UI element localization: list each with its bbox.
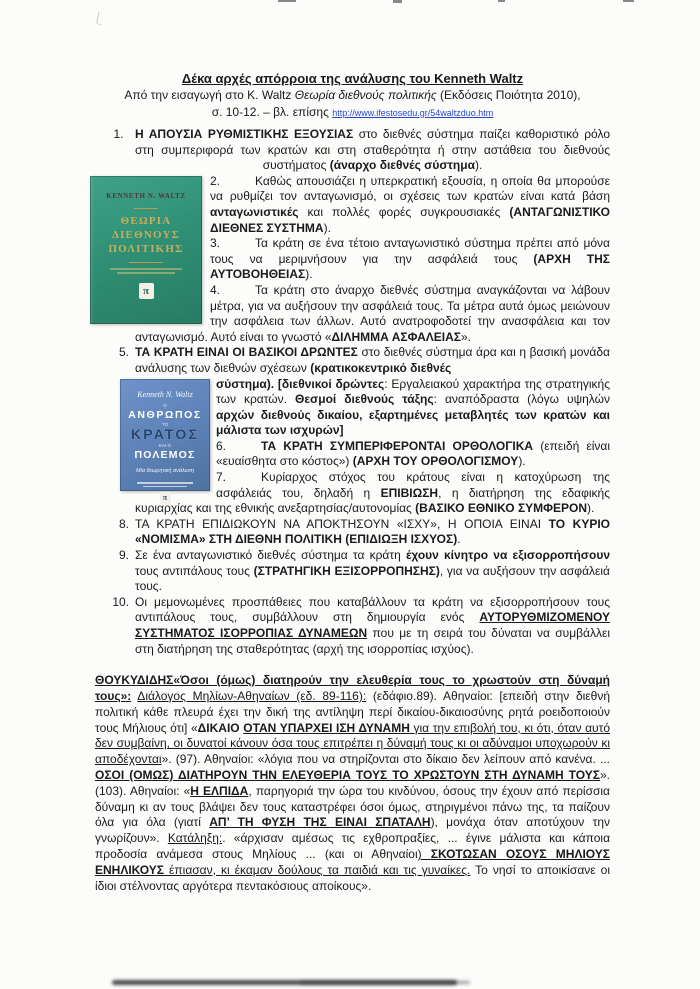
publisher-logo: π [139,283,154,299]
principles-list [95,127,610,657]
book-subtitle: Μία θεωρητική ανάλυση [136,467,194,474]
item-text: Τα κράτη στο άναρχο διεθνές σύστημα αναγκάζονται να λάβουν μέτρα, για να αυξήσουν την ασφάλειά τους. Τα μέτρα αυτά όμως μειώνουν την ασφάλεια των άλλων. Αυτό ανατροφοδοτεί την ανασφάλεια και τον ανταγωνισμό. Αυτό είναι το γνωστό «ΔΙΛΗΜΜΑ ΑΣΦΑΛΕΙΑΣ». [135,282,610,344]
document-hyperlink: http://www.ifestosedu.gr/54waltzduo.htm [332,107,494,118]
document-reference-line [95,104,610,122]
book-title-word: ΠΟΛΕΜΟΣ [134,448,196,461]
item-number: 10. [112,594,129,609]
item-number: 3. [210,236,221,251]
item-text: ΤΑ ΚΡΑΤΗ ΕΠΙΔΙΩΚΟΥΝ ΝΑ ΑΠΟΚΤΗΣΟΥΝ «ΙΣΧΥ», Η ΟΠΟΙΑ ΕΙΝΑΙ ΤΟ ΚΥΡΙΟ «ΝΟΜΙΣΜΑ» ΣΤΗ ΔΙΕΘΝΗ ΠΟΛΙΤΙΚΗ (ΕΠΙΔΙΩΞΗ ΙΣΧΥΟΣ). [135,516,611,547]
book-title: ΘΕΩΡΙΑ ΔΙΕΘΝΟΥΣ ΠΟΛΙΤΙΚΗΣ [108,215,184,256]
scan-speck [623,0,634,2]
list-item-9 [95,548,610,595]
decorative-line [117,272,175,274]
item-number: 4. [210,282,221,297]
book-title-article: ΤΟ [161,421,169,427]
list-item-8 [95,517,610,548]
decorative-line [137,482,193,484]
item-text: Η ΑΠΟΥΣΙΑ ΡΥΘΜΙΣΤΙΚΗΣ ΕΞΟΥΣΙΑΣ στο διεθνές σύστημα παίζει καθοριστικό ρόλο στη συμπεριφορά των κρατών και στη σταθερότητα ή στην αστάθεια του διεθνούς συστήματος (άναρχο διεθνές σύστημα). [135,127,610,173]
book-title-article: Ο [163,403,167,409]
item-text: ΤΑ ΚΡΑΤΗ ΕΙΝΑΙ ΟΙ ΒΑΣΙΚΟΙ ΔΡΩΝΤΕΣ στο διεθνές σύστημα άρα και η βασική μονάδα ανάλυσης των διεθνών σχέσεων (κρατικοκεντρικό διεθνές [135,345,610,375]
item-number: 9. [118,548,129,563]
book-title-article: ΚΑΙ Ο [158,443,171,449]
scan-speck [498,0,505,2]
document-title [95,70,610,87]
decorative-rule [129,262,163,263]
item-number: 6. [216,438,227,453]
book-title-word: ΑΝΘΡΩΠΟΣ [128,408,202,421]
scan-smudge-bottom-light [300,981,470,984]
document-title-text: Δέκα αρχές απόρροια της ανάλυσης του Kenneth Waltz [181,71,524,86]
item-number: 1. [113,127,124,141]
item-text: Σε ένα ανταγωνιστικό διεθνές σύστημα τα κράτη έχουν κίνητρο να εξισορροπήσουν τους αντιπάλους τους (ΣΤΡΑΤΗΓΙΚΗ ΕΞΙΣΟΡΡΟΠΗΣΗΣ), για να αυξήσουν την ασφάλειά τους. [135,548,610,594]
thucydides-paragraph: ΘΟΥΚΥΔΙΔΗΣ«Όσοι (όμως) διατηρούν την ελευθερία τους το χρωστούν στη δύναμή τους»: Διάλογος Μηλίων-Αθηναίων (εδ. 89-116): (εδάφιο.89). Αθηναίοι: [επειδή στην διεθνή πολιτική κάθε πλευρά έχει την δική της αντίληψη περί δικαίου-δικαιοσύνης ρητά ροειδοποιούν τους Μήλιους ότι] «ΔΙΚΑΙΟ ΟΤΑΝ ΥΠΑΡΧΕΙ ΙΣΗ ΔΥΝΑΜΗ για την επιβολή του, κι ότι, όταν αυτό δεν συμβαίνη, οι δυνατοί κάνουν όσα τους επιτρέπει η δύναμή τους κι οι αδύναμοι υποχωρούν κι αποδέχονται». (97). Αθηναίοι: «λόγια που να στηρίζονται στο δίκαιο δεν λείπουν από κανένα. ... ΟΣΟΙ (ΟΜΩΣ) ΔΙΑΤΗΡΟΥΝ ΤΗΝ ΕΛΕΥΘΕΡΙΑ ΤΟΥΣ ΤΟ ΧΡΩΣΤΟΥΝ ΣΤΗ ΔΥΝΑΜΗ ΤΟΥΣ». (103). Αθηναίοι: «Η ΕΛΠΙΔΑ, παρηγοριά την ώρα του κινδύνου, όσους την έχουν από περίσσια δύναμη κι αν τους βλάψει δεν τους καταστρέφει όσοι όμως, στηριγμένοι πάνω της, τα παίζουν όλα για όλα (γιατί ΑΠ’ ΤΗ ΦΥΣΗ ΤΗΣ ΕΙΝΑΙ ΣΠΑΤΑΛΗ), μονάχα όταν αποτύχουν την γνωρίζουν». Κατάληξη:. «άρχισαν αμέσως τις εχθροπραξίες, ... έγινε μάλιστα και κάποια προδοσία ανάμεσα στους Μηλίους ... (και οι Αθηναίοι) ΣΚΟΤΩΣΑΝ ΟΣΟΥΣ ΜΗΛΙΟΥΣ ΕΝΗΛΙΚΟΥΣ έπιασαν, κι έκαμαν δούλους τα παιδιά και τις γυναίκες. Το νησί το αποικίσανε οι ίδιοι στέλνοντας αργότερα πεντακόσιους αποίκους». [95,673,611,893]
list-item-5-continued: σύστημα). [διεθνικοί δρώντες: Εργαλειακού χαρακτήρα της στρατηγικής των κρατών. Θεσμοί διεθνούς τάξης: αναπόδραστα (λόγω υψηλών αρχών διεθνούς δικαίου, εξαρτημένες μεταβλητές των κρατών και μάλιστα των ισχυρών] [216,376,610,438]
book-cover-theory-of-international-politics [90,176,202,324]
item-text: Τα κράτη σε ένα τέτοιο ανταγωνιστικό σύστημα πρέπει από μόνα τους να μεριμνήσουν για την ασφάλειά τους (ΑΡΧΗ ΤΗΣ ΑΥΤΟΒΟΗΘΕΙΑΣ). [210,236,610,282]
decorative-line [110,268,182,270]
scan-speck [278,0,296,2]
book-cover-man-the-state-and-war [120,379,210,502]
item-number: 8. [118,516,129,531]
book-title-word: ΚΡΑΤΟΣ [130,426,200,443]
item-text: Οι μεμονωμένες προσπάθειες που καταβάλλουν τα κράτη να εξισορροπήσουν τους αντιπάλους τους, συμβάλλουν στη δημιουργία ενός ΑΥΤΟΡΥΘΜΙΖΟΜΕΝΟΥ ΣΥΣΤΗΜΑΤΟΣ ΙΣΟΡΡΟΠΙΑΣ ΔΥΝΑΜΕΩΝ που με τη σειρά του δύναται να συμβάλλει στη διατήρηση της σταθερότητας (αρχή της ισορροπίας ισχύος). [135,594,610,656]
item-text: Κυρίαρχος στόχος του κράτους είναι η κατοχύρωση της ασφάλειάς του, δηλαδή η ΕΠΙΒΙΩΣΗ, η διατήρηση της εδαφικής κυριαρχίας και της εθνικής ανεξαρτησίας/αυτονομίας (ΒΑΣΙΚΟ ΕΘΝΙΚΟ ΣΥΜΦΕΡΟΝ). [135,470,610,516]
list-item-1 [95,127,610,174]
list-item-10 [95,595,610,657]
publisher-logo: π [160,492,171,504]
book-author: KENNETH N. WALTZ [106,191,186,200]
pages-reference: σ. 10-12. – βλ. επίσης [211,104,333,119]
item-number: 2. [210,173,221,188]
scan-speck [393,0,402,3]
list-item-5 [95,345,610,376]
item-text: ΤΑ ΚΡΑΤΗ ΣΥΜΠΕΡΙΦΕΡΟΝΤΑΙ ΟΡΘΟΛΟΓΙΚΑ (επειδή είναι «ευαίσθητα στο κόστος») (ΑΡΧΗ ΤΟΥ ΟΡΘΟΛΟΓΙΣΜΟΥ). [216,438,611,469]
document-subtitle: Από την εισαγωγή στο Κ. Waltz Θεωρία διεθνούς πολιτικής (Εκδόσεις Ποιότητα 2010), [124,88,581,102]
item-number: 7. [216,470,227,485]
item-text: Καθώς απουσιάζει η υπερκρατική εξουσία, η οποία θα μπορούσε να ρυθμίζει τον ανταγωνισμό, οι σχέσεις των κρατών είναι κατά βάση ανταγωνιστικές και πολλές φορές συγκρουσιακές (ΑΝΤΑΓΩΝΙΣΤΙΚΟ ΔΙΕΘΝΕΣ ΣΥΣΤΗΜΑ). [210,173,610,235]
book-author: Kenneth N. Waltz [137,389,193,399]
decorative-rule [134,208,158,209]
item-number: 5. [118,345,129,360]
decorative-line [143,486,187,487]
